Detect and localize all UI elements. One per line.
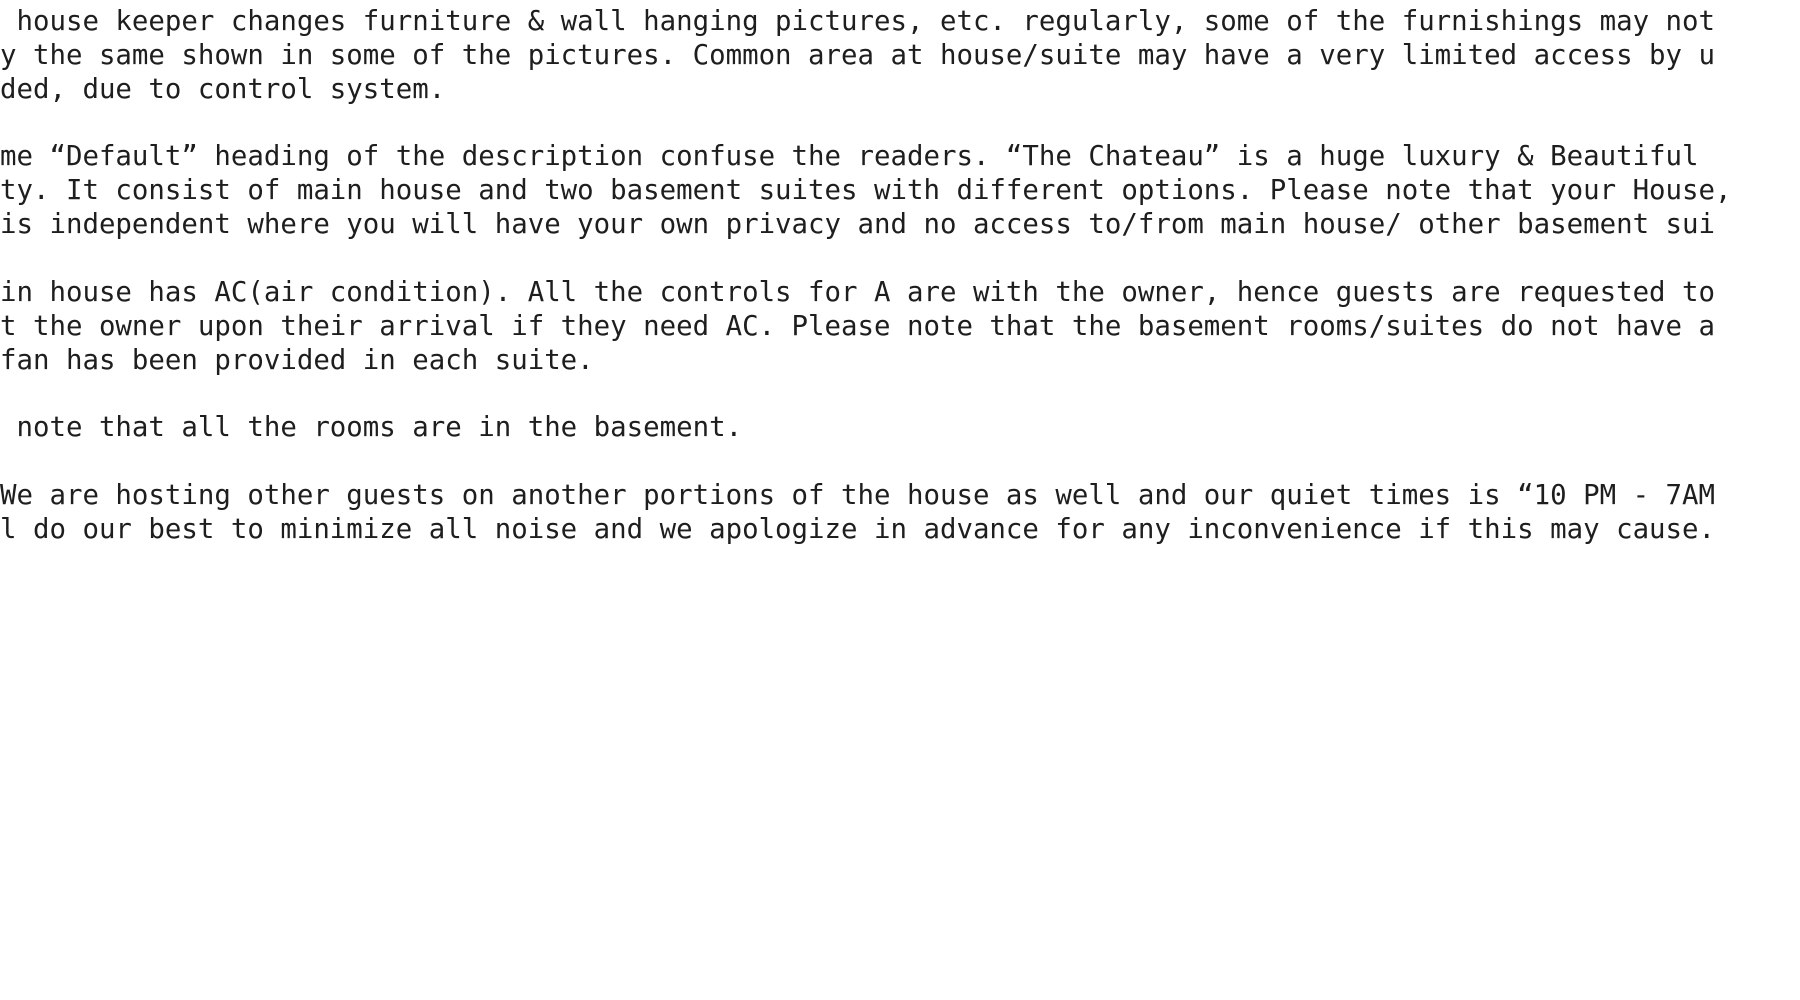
text-line: note that all the rooms are in the basement. — [0, 412, 743, 443]
text-line: me “Default” heading of the description confuse the readers. “The Chateau” is a huge luxury & Beautiful — [0, 141, 1699, 172]
text-line: l do our best to minimize all noise and we apologize in advance for any inconvenience if this may cause. — [0, 514, 1716, 545]
text-line: fan has been provided in each suite. — [0, 345, 594, 376]
text-line: is independent where you will have your own privacy and no access to/from main house/ other basement sui — [0, 209, 1716, 240]
text-line: in house has AC(air condition). All the controls for A are with the owner, hence guests are requested to — [0, 277, 1716, 308]
text-line: t the owner upon their arrival if they need AC. Please note that the basement rooms/suites do not have a — [0, 311, 1716, 342]
text-line: ty. It consist of main house and two basement suites with different options. Please note that your House, — [0, 175, 1732, 206]
text-line: house keeper changes furniture & wall hanging pictures, etc. regularly, some of the furnishings may not — [0, 6, 1716, 37]
text-line: y the same shown in some of the pictures. Common area at house/suite may have a very limited access by u — [0, 40, 1716, 71]
text-line: We are hosting other guests on another portions of the house as well and our quiet times is “10 PM - 7AM — [0, 480, 1716, 511]
text-line: ded, due to control system. — [0, 74, 446, 105]
